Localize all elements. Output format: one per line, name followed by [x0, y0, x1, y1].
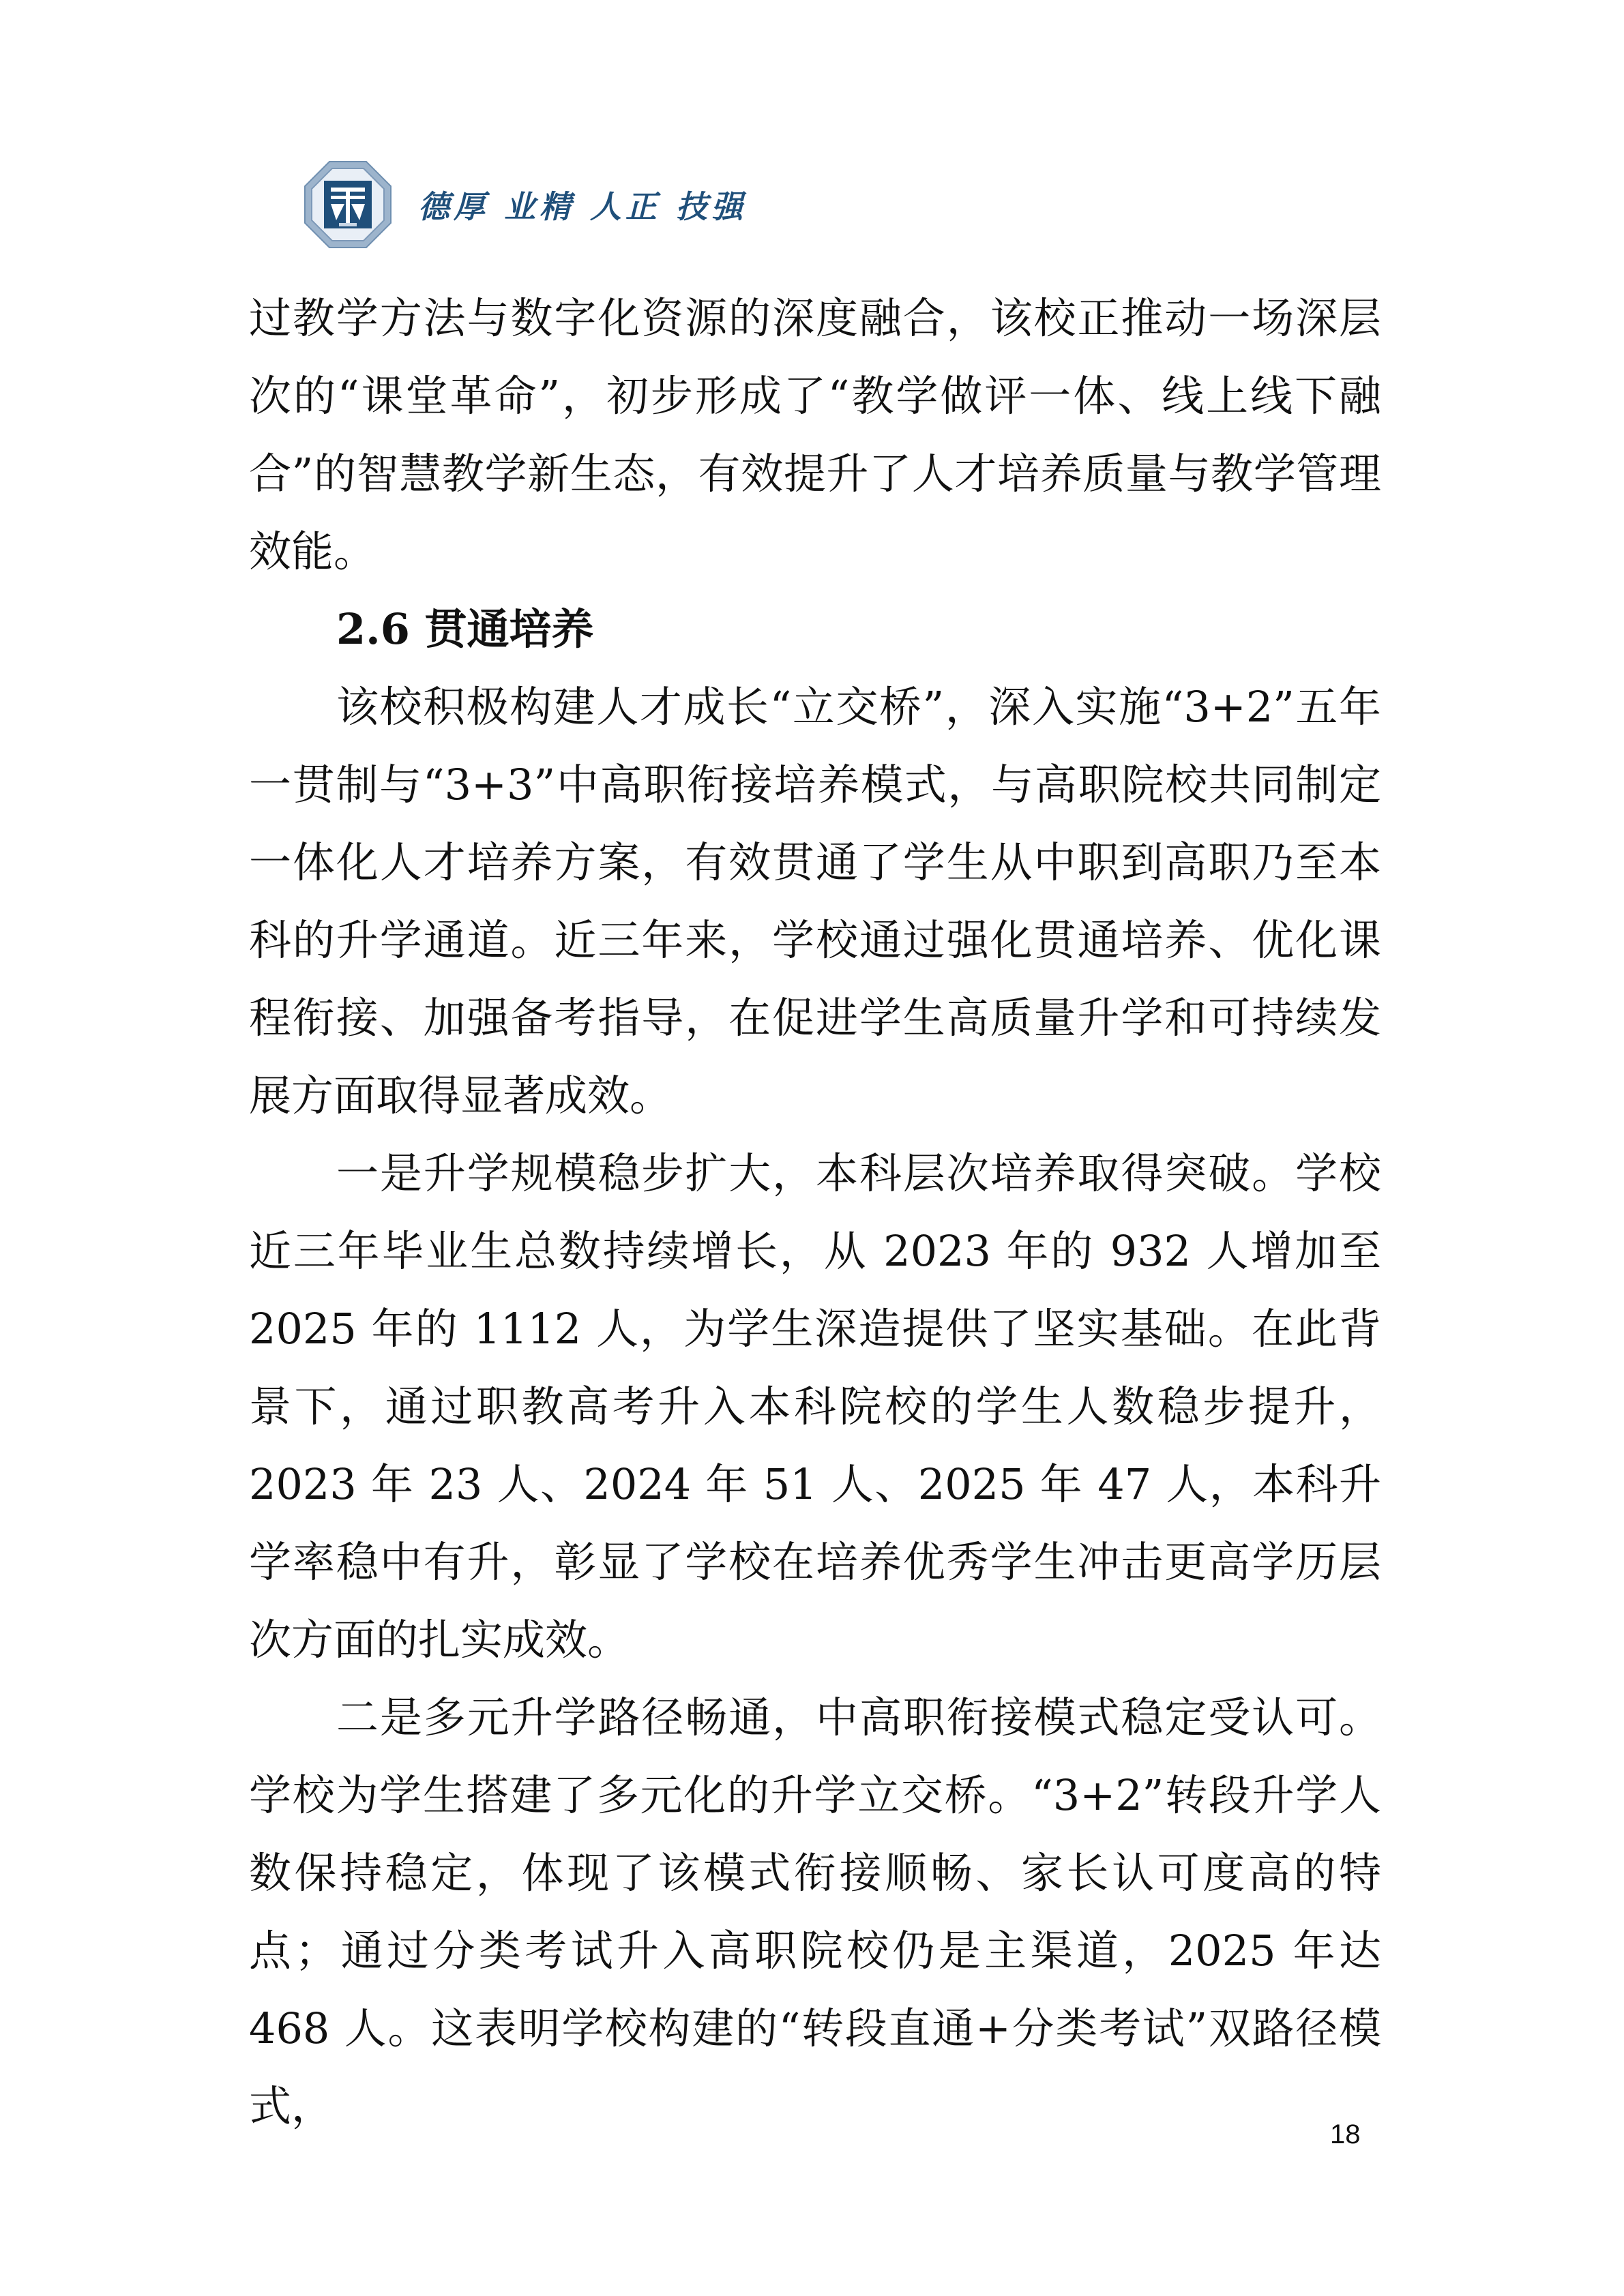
paragraph-intro: 该校积极构建人才成长“立交桥”，深入实施“3+2”五年一贯制与“3+3”中高职衔接培养模式，与高职院校共同制定一体化人才培养方案，有效贯通了学生从中职到高职乃至本科的升学通道。近三年来，学校通过强化贯通培养、优化课程衔接、加强备考指导，在促进学生高质量升学和可持续发展方面取得显著成效。: [249, 682, 1381, 1120]
paragraph-point-one: 一是升学规模稳步扩大，本科层次培养取得突破。学校近三年毕业生总数持续增长，从 2023 年的 932 人增加至 2025 年的 1112 人，为学生深造提供了坚实基础。在此背景下，通过职教高考升入本科院校的学生人数稳步提升，2023 年 23 人、2024 年 51 人、2025 年 47 人，本科升学率稳中有升，彰显了学校在培养优秀学生冲击更高学历层次方面的扎实成效。: [249, 1148, 1381, 1665]
body-text: [249, 280, 1381, 2145]
paragraph-continued: 过教学方法与数字化资源的深度融合，该校正推动一场深层次的“课堂革命”，初步形成了“教学做评一体、线上线下融合”的智慧教学新生态，有效提升了人才培养质量与教学管理效能。: [249, 293, 1381, 576]
page-header: [304, 150, 767, 259]
school-logo: [304, 160, 392, 249]
page-number: 18: [1330, 2119, 1361, 2149]
section-heading: 2.6 贯通培养: [336, 604, 594, 654]
paragraph-point-two: 二是多元升学路径畅通，中高职衔接模式稳定受认可。学校为学生搭建了多元化的升学立交桥。“3+2”转段升学人数保持稳定，体现了该模式衔接顺畅、家长认可度高的特点；通过分类考试升入高职院校仍是主渠道，2025 年达 468 人。这表明学校构建的“转段直通+分类考试”双路径模式，: [249, 1693, 1381, 2131]
school-motto: 德厚 业精 人正 技强: [418, 188, 748, 225]
